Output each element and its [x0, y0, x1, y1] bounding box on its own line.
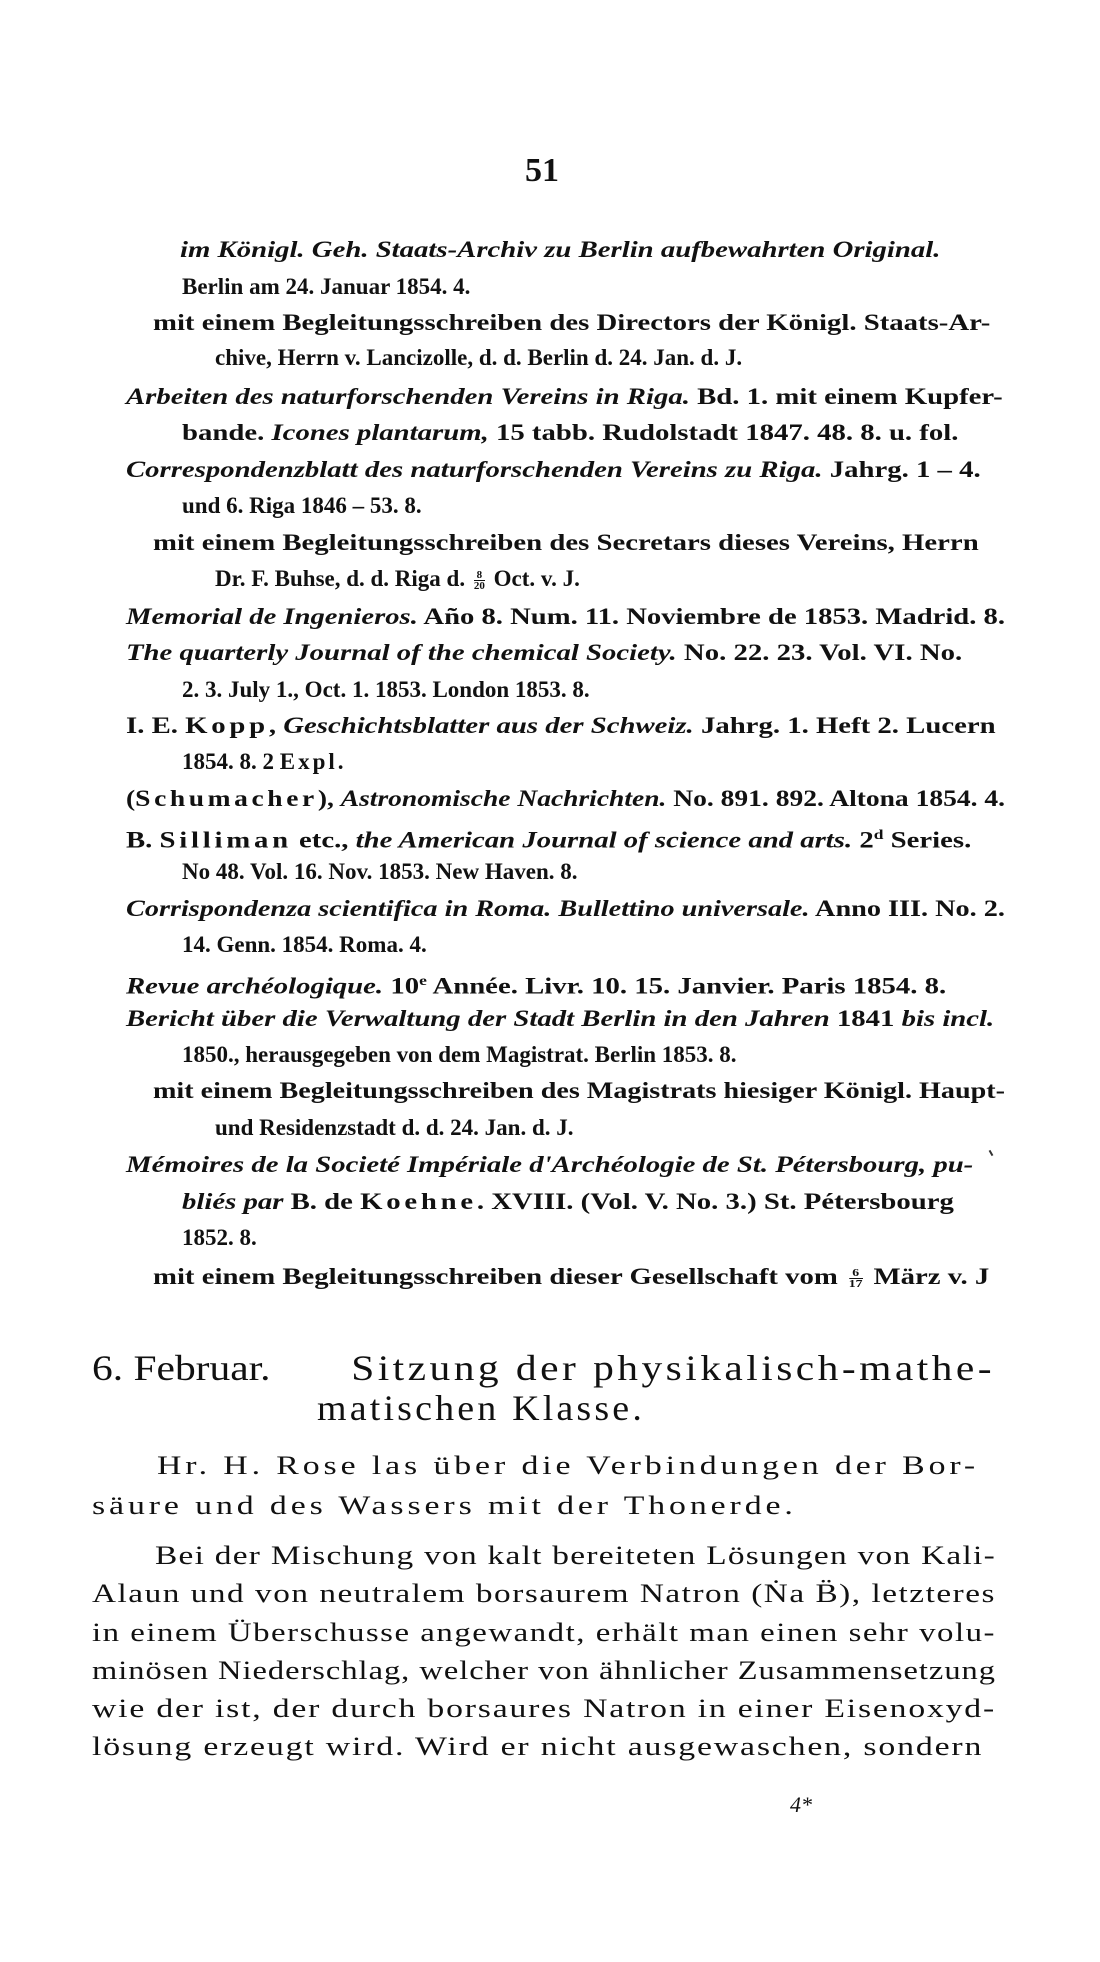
body-line: Alaun und von neutralem borsaurem Natron (Ṅa B̈), letzteres — [92, 1579, 996, 1608]
entry-text: 1850., herausgegeben von dem Magistrat. Berlin 1853. 8. — [182, 1042, 737, 1067]
entry-text: mit einem Begleitungsschreiben des Secretars dieses Vereins, Herrn — [153, 530, 979, 555]
accession-line — [153, 1077, 1005, 1105]
fraction-numerator: 6 — [849, 1268, 863, 1279]
entry-text: etc., — [291, 827, 356, 853]
accession-line — [182, 1041, 737, 1069]
fraction-denominator: 17 — [848, 1278, 863, 1291]
title-text: bis incl. — [901, 1006, 995, 1031]
title-text: Revue archéologique. — [126, 973, 384, 999]
entry-text: chive, Herrn v. Lancizolle, d. d. Berlin d. 24. Jan. d. J. — [215, 345, 743, 370]
signature-mark: 4* — [790, 1792, 812, 1817]
title-text: im Königl. Geh. Staats-Archiv zu Berlin aufbewahrten Original. — [180, 237, 941, 262]
body-line: in einem Überschusse angewandt, erhält man einen sehr volu- — [92, 1618, 996, 1647]
page-number: 51 — [525, 152, 559, 189]
title-text: the American Journal of science and arts. — [355, 827, 853, 853]
accession-line — [126, 822, 971, 855]
title-text: bliés par — [182, 1189, 284, 1214]
entry-text: B. — [126, 827, 160, 853]
accession-line — [126, 785, 1005, 813]
title-text: Bericht über die Verwaltung der Stadt Berlin in den Jahren — [126, 1006, 830, 1031]
entry-text: und Residenzstadt d. d. 24. Jan. d. J. — [215, 1115, 574, 1140]
entry-text: 1841 — [829, 1006, 902, 1031]
date-fraction — [849, 1268, 863, 1289]
entry-text: ( — [126, 786, 136, 811]
author-name: Silliman — [159, 827, 292, 853]
accession-line — [126, 895, 1005, 923]
entry-text: No. 22. 23. Vol. VI. No. — [676, 640, 963, 665]
title-text: Memorial de Ingenieros. — [126, 604, 418, 629]
accession-line — [126, 603, 1005, 631]
entry-text: 1852. 8. — [182, 1225, 257, 1250]
accession-line — [182, 492, 422, 520]
accession-line — [182, 1188, 954, 1216]
entry-text: Año 8. Num. 11. Noviembre de 1853. Madrid. 8. — [417, 604, 1006, 629]
entry-text: und 6. Riga 1846 – 53. 8. — [182, 493, 422, 518]
accession-line — [126, 456, 981, 484]
entry-text: ), — [317, 786, 341, 811]
entry-text: 14. Genn. 1854. Roma. 4. — [182, 932, 427, 957]
entry-text: Année. Livr. 10. 15. Janvier. Paris 1854. 8. — [426, 973, 947, 999]
entry-text: bande. — [182, 420, 272, 445]
entry-text: mit einem Begleitungsschreiben des Magistrats hiesiger Königl. Haupt- — [153, 1078, 1006, 1103]
entry-text: No. 891. 892. Altona 1854. 4. — [666, 786, 1005, 811]
entry-text: 2. 3. July 1., Oct. 1. 1853. London 1853. 8. — [182, 677, 590, 702]
entry-text: Anno III. No. 2. — [809, 896, 1005, 921]
body-line: lösung erzeugt wird. Wird er nicht ausgewaschen, sondern — [92, 1732, 984, 1761]
entry-text: 2 — [852, 827, 874, 853]
fraction-denominator: 20 — [473, 580, 485, 593]
author-name: Schumacher — [135, 786, 318, 811]
date-fraction — [474, 570, 485, 591]
accession-line — [182, 1224, 257, 1252]
title-text: Astronomische Nachrichten. — [340, 786, 667, 811]
entry-text: Oct. v. J. — [487, 566, 580, 591]
entry-text: Berlin am 24. Januar 1854. 4. — [182, 274, 471, 299]
accession-line — [182, 273, 470, 301]
accession-line — [126, 639, 962, 667]
entry-text: Jahrg. 1. Heft 2. Lucern — [693, 713, 996, 738]
title-text: Correspondenzblatt des naturforschenden Vereins zu Riga. — [126, 457, 823, 482]
accession-line — [126, 1005, 994, 1033]
title-text: The quarterly Journal of the chemical Society. — [126, 640, 677, 665]
entry-text: 15 tabb. Rudolstadt 1847. 48. 8. u. fol. — [488, 420, 959, 445]
entry-text: . XVIII. (Vol. V. No. 3.) St. Pétersbourg — [476, 1189, 954, 1214]
accession-line — [182, 748, 347, 776]
author-name: Kopp — [185, 713, 269, 738]
body-line: minösen Niederschlag, welcher von ähnlicher Zusammensetzung — [92, 1656, 996, 1685]
session-date: 6. Februar. — [92, 1348, 271, 1388]
entry-text: , — [268, 713, 284, 738]
accession-line — [182, 676, 590, 704]
title-text: Mémoires de la Societé Impériale d'Archéologie de St. Pétersbourg, pu- — [126, 1152, 974, 1177]
accession-line — [126, 712, 996, 740]
entry-text: mit einem Begleitungsschreiben dieser Gesellschaft vom — [153, 1264, 846, 1289]
entry-text: März v. J — [866, 1264, 990, 1289]
entry-text: I. E. — [126, 713, 186, 738]
title-text: Arbeiten des naturforschenden Vereins in Riga. — [126, 384, 690, 409]
superscript: d — [873, 828, 884, 843]
accession-line — [126, 968, 946, 1001]
body-line: wie der ist, der durch borsaures Natron in einer Eisenoxyd- — [92, 1694, 997, 1723]
entry-text: B. de — [283, 1189, 361, 1214]
title-text: Geschichtsblatter aus der Schweiz. — [283, 713, 694, 738]
fraction-numerator: 8 — [474, 570, 485, 581]
entry-text: 1854. 8. 2 — [182, 749, 280, 774]
accession-line — [215, 1114, 574, 1142]
accession-line — [182, 931, 427, 959]
accession-line — [215, 344, 742, 372]
session-heading-line1 — [92, 1348, 995, 1388]
entry-text: Jahrg. 1 – 4. — [822, 457, 981, 482]
entry-text: Dr. F. Buhse, d. d. Riga d. — [215, 566, 471, 591]
session-title-1: Sitzung der physikalisch-mathe- — [351, 1348, 995, 1388]
accession-line — [182, 858, 578, 886]
intro-line-1: Hr. H. Rose las über die Verbindungen der Bor- — [157, 1451, 980, 1480]
title-text: Corrispondenza scientifica in Roma. Bullettino universale. — [126, 896, 810, 921]
accession-line — [153, 529, 979, 557]
author-name: Koehne — [360, 1189, 477, 1214]
author-name: Expl. — [279, 749, 347, 774]
intro-line-2: säure und des Wassers mit der Thonerde. — [92, 1491, 797, 1520]
entry-text: 10 — [383, 973, 420, 999]
entry-text: Bd. 1. mit einem Kupfer- — [689, 384, 1003, 409]
ink-speck — [989, 1150, 994, 1156]
accession-line — [180, 236, 940, 264]
session-title-2: matischen Klasse. — [317, 1388, 645, 1428]
accession-line — [126, 1151, 973, 1179]
entry-text: Series. — [883, 827, 972, 853]
body-line: Bei der Mischung von kalt bereiteten Lösungen von Kali- — [155, 1541, 996, 1570]
accession-line — [182, 419, 958, 447]
title-text: Icones plantarum, — [271, 420, 489, 445]
accession-line — [153, 309, 990, 337]
accession-line — [153, 1263, 989, 1291]
accession-line — [126, 383, 1003, 411]
entry-text: No 48. Vol. 16. Nov. 1853. New Haven. 8. — [182, 859, 578, 884]
superscript: e — [419, 974, 427, 989]
entry-text: mit einem Begleitungsschreiben des Directors der Königl. Staats-Ar- — [153, 310, 991, 335]
accession-line — [215, 565, 580, 593]
